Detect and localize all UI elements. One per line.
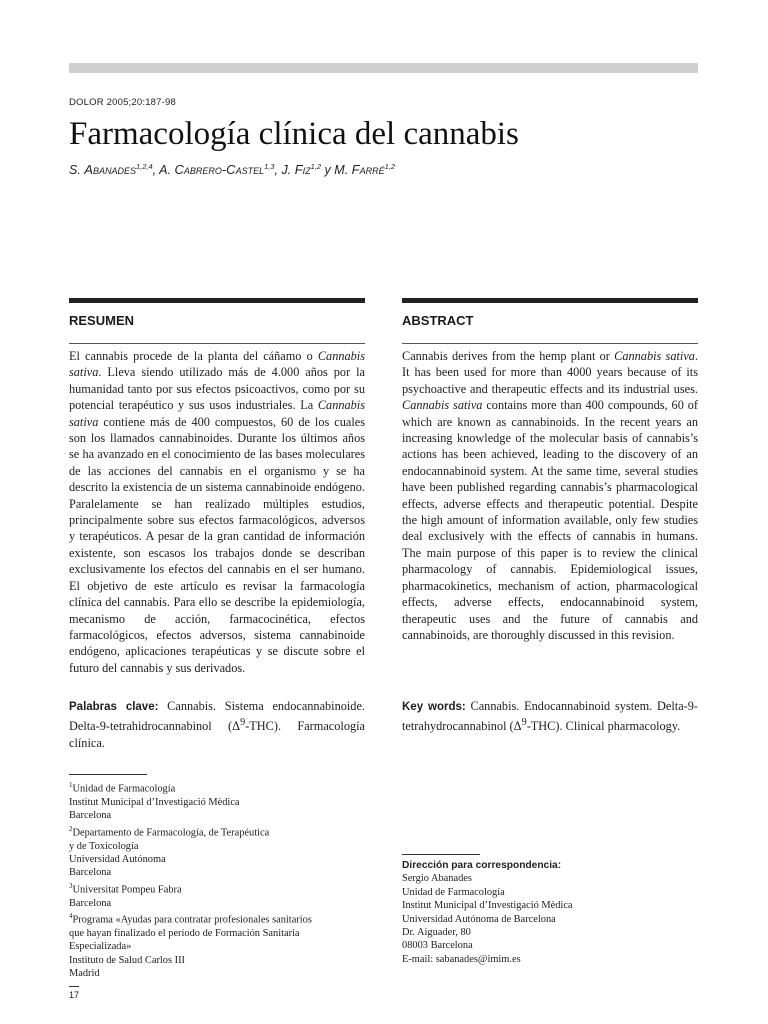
affiliation-line: $^2$Departamento de Farmacología, de Terapéutica bbox=[69, 824, 270, 839]
affiliation-line: Especializada» bbox=[69, 941, 132, 953]
correspondence-line: Universidad Autónoma de Barcelona bbox=[402, 913, 556, 925]
page-number: 17 bbox=[69, 990, 80, 1000]
affiliation-line: Instituto de Salud Carlos III bbox=[69, 954, 186, 966]
abstract-body bbox=[402, 348, 698, 643]
keywords-text-end: -THC). Clinical pharmacology. bbox=[526, 719, 681, 734]
species-name: Cannabis sativa bbox=[614, 349, 695, 363]
section-top-rule bbox=[402, 298, 698, 303]
correspondence-rule bbox=[402, 854, 480, 855]
abstract-heading: ABSTRACT bbox=[402, 313, 474, 328]
keywords-superscript: 9 bbox=[240, 717, 246, 729]
body-text-run: Cannabis derives from the hemp plant or bbox=[402, 349, 615, 363]
affiliation-line: Barcelona bbox=[69, 897, 112, 909]
affiliation-line: que hayan finalizado el período de Formación Sanitaria bbox=[69, 927, 300, 939]
resumen-heading: RESUMEN bbox=[69, 313, 135, 328]
correspondence-line: Unidad de Farmacología bbox=[402, 886, 505, 898]
keywords-text-end: -THC). Farmacología clínica. bbox=[69, 719, 365, 750]
keywords-label: Palabras clave: bbox=[69, 701, 159, 713]
abstract-keywords bbox=[402, 698, 698, 735]
affiliation-line: $^3$Universitat Pompeu Fabra bbox=[69, 881, 182, 896]
section-divider bbox=[402, 343, 698, 344]
footnote-rule bbox=[69, 774, 147, 775]
affiliation-line: $^1$Unidad de Farmacología bbox=[69, 781, 176, 795]
affiliation-line: y de Toxicología bbox=[69, 840, 139, 852]
affiliation-line: Institut Municipal d’Investigació Mèdica bbox=[69, 796, 240, 808]
author: M. Farré$^{1,2}$ bbox=[334, 162, 396, 178]
body-text-run: contiene más de 400 compuestos, 60 de los cuales son los llamados cannabinoides. Durante los últimos años se ha avanzado en el conocimiento de las bases moleculares de las acciones del cannabis en el organismo y se ha descrito la existencia de un sistema cannabinoide endógeno. Paralelamente se han realizado múltiples estudios, principalmente sobre sus efectos farmacológicos, adversos y terapéuticos. A pesar de la gran cantidad de información existente, son escasos los trabajos donde se describan exclusivamente los efectos del cannabis en el ser humano. El objetivo de este artículo es revisar la farmacología clínica del cannabis. Para ello se describe la epidemiología, mecanismo de acción, farmacocinética, efectos farmacológicos, efectos adversos, sistema cannabinoide endógeno, aplicaciones terapéuticas y se discute sobre el futuro del cannabis y sus derivados. bbox=[69, 414, 365, 675]
correspondence-line: E-mail: sabanades@imim.es bbox=[402, 953, 521, 965]
affiliation-line: Barcelona bbox=[69, 867, 112, 879]
author: A. Cabrero-Castel$^{1,3}$ bbox=[159, 162, 275, 178]
author: S. Abanades$^{1,2,4}$ bbox=[69, 162, 153, 178]
species-name: Cannabis sativa bbox=[69, 398, 365, 429]
species-name: Cannabis sativa bbox=[69, 349, 365, 380]
correspondence-block bbox=[402, 859, 573, 966]
affiliations-footnote bbox=[69, 779, 312, 981]
affiliation-line: Madrid bbox=[69, 968, 100, 980]
body-text-run: El cannabis procede de la planta del cáñamo o bbox=[69, 349, 318, 363]
section-top-rule bbox=[69, 298, 365, 303]
article-title: Farmacología clínica del cannabis bbox=[69, 116, 519, 152]
correspondence-heading: Dirección para correspondencia: bbox=[402, 860, 562, 871]
keywords-superscript: 9 bbox=[521, 717, 527, 729]
correspondence-line: Dr. Aiguader, 80 bbox=[402, 927, 471, 939]
keywords-text: Cannabis. Sistema endocannabinoide. Delta-9-tetrahidrocannabinol (Δ bbox=[69, 699, 365, 734]
correspondence-line: Institut Municipal d’Investigació Mèdica bbox=[402, 900, 573, 912]
body-text-run: . Lleva siendo utilizado más de 4.000 años por la humanidad tanto por sus efectos psicoactivos, como por su potencial terapéutico y sus usos industriales. La bbox=[69, 365, 365, 413]
section-divider bbox=[69, 343, 365, 344]
journal-reference: DOLOR 2005;20:187-98 bbox=[69, 97, 176, 108]
page-number-rule bbox=[69, 986, 79, 987]
author: J. Fiz$^{1,2}$ bbox=[281, 162, 322, 178]
resumen-body bbox=[69, 348, 365, 676]
correspondence-line: 08003 Barcelona bbox=[402, 940, 473, 952]
affiliation-line: Universidad Autónoma bbox=[69, 853, 166, 865]
keywords-text: Cannabis. Endocannabinoid system. Delta-9-tetrahydrocannabinol (Δ bbox=[402, 699, 698, 734]
correspondence-line: Sergio Abanades bbox=[402, 873, 472, 885]
affiliation-line: Barcelona bbox=[69, 810, 112, 822]
species-name: Cannabis sativa bbox=[402, 398, 483, 413]
header-bar bbox=[69, 63, 698, 73]
body-text-run: contains more than 400 compounds, 60 of which are known as cannabinoids. In the recent years an increasing knowledge of the molecular basis of cannabis’s actions has been achieved, leading to the discovery of an endocannabinoid system. At the same time, several studies have been published regarding cannabis’s pharmacological effects, adverse effects and therapeutic potential. Despite the high amount of information available, only few studies deal exclusively with the effects of cannabis in humans. The main purpose of this paper is to review the clinical pharmacology of cannabis. Epidemiological issues, pharmacokinetics, mechanism of action, pharmacological effects, adverse effects, endocannabinoid system, therapeutic uses and the future of cannabis and cannabinoids, are thoroughly discussed in this revision. bbox=[402, 398, 698, 642]
affiliation-line: $^4$Programa «Ayudas para contratar profesionales sanitarios bbox=[69, 912, 312, 926]
resumen-keywords bbox=[69, 698, 365, 751]
author-list: S. Abanades$^{1,2,4}$, A. Cabrero-Castel$^{1,3}$, J. Fiz$^{1,2}$ y M. Farré$^{1,2}$ bbox=[69, 162, 396, 178]
body-text-run: . It has been used for more than 4000 years because of its psychoactive and therapeutic effects and its industrial uses. bbox=[402, 349, 699, 396]
keywords-label: Key words: bbox=[402, 701, 466, 713]
